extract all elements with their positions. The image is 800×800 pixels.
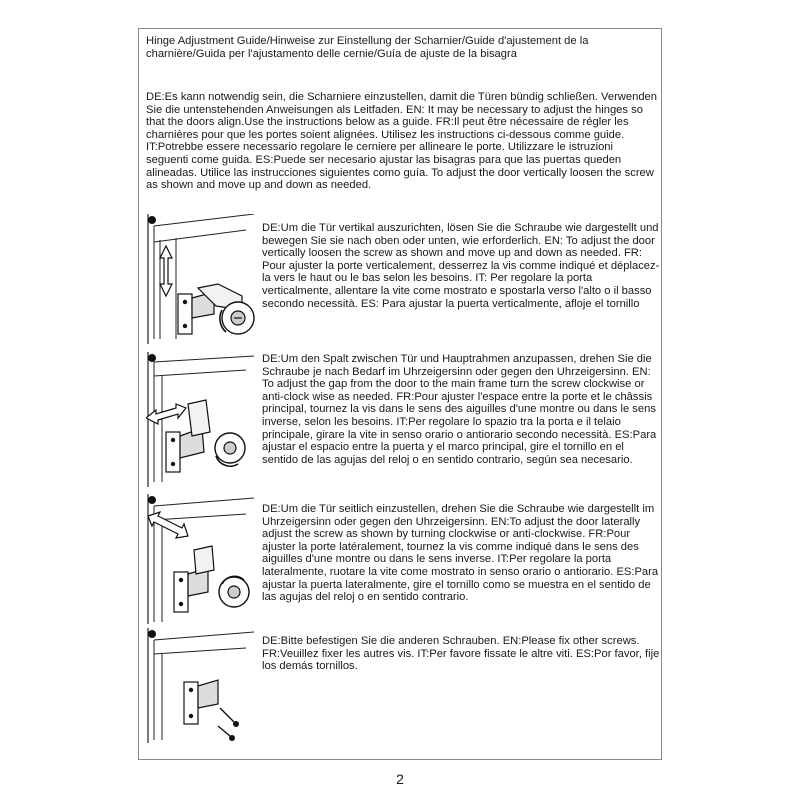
horizontal-arrow-icon xyxy=(146,404,186,424)
step-2-text: DE:Um den Spalt zwischen Tür und Hauptrahmen anzupassen, drehen Sie die Schraube je nach Bedarf im Uhrzeigersinn oder gegen den Uhrzeigersinn. EN: To adjust the gap from the door to the main frame turn the screw clockwise or anti-clock wise as needed. FR:Pour ajuster l'espace entre la porte et le châssis principal, tournez la vis dans le sens des aiguilles d'une montre ou dans le sens inverse, selon les besoins. IT:Per regolare lo spazio tra la porta e il telaio principale, girare la vite in senso orario o antiorario secondo necessità. ES:Para ajustar el espacio entre la puerta y el marco principal, gire el tornillo en el sentido de las agujas del reloj o en sentido contrario, según sea necesario. xyxy=(262,353,657,466)
step-4-text: DE:Bitte befestigen Sie die anderen Schrauben. EN:Please fix other screws. FR:Veuillez fixer les autres vis. IT:Per favore fissate le altre viti. ES:Por favor, fije los demás tornillos. xyxy=(262,635,660,673)
step-3-text: DE:Um die Tür seitlich einzustellen, drehen Sie die Schraube wie dargestellt im Uhrzeigersinn oder gegen den Uhrzeigersinn. EN:To adjust the door laterally adjust the screw as shown by turning clockwise or anti-clockwise. FR:Pour ajuster la porte latéralement, tournez la vis comme indiqué dans le sens des aiguilles d'une montre ou dans le sens inverse. IT:Per regolare la porta lateralmente, ruotare la vite come mostrato in senso orario o antiorario. ES:Para ajustar la puerta lateralmente, gire el tornillo como se muestra en el sentido de las agujas del reloj o en sentido contrario. xyxy=(262,503,659,604)
page-number: 2 xyxy=(396,771,404,787)
screw-closeup-icon xyxy=(219,576,249,607)
vertical-arrow-icon xyxy=(160,246,172,296)
step-3-illustration xyxy=(146,494,256,624)
step-4-illustration xyxy=(146,628,256,743)
step-2-illustration xyxy=(146,352,256,487)
screw-icon xyxy=(218,708,239,741)
screw-closeup-icon xyxy=(215,433,245,466)
step-1-text: DE:Um die Tür vertikal auszurichten, lösen Sie die Schraube wie dargestellt und bewegen Sie sie nach oben oder unten, wie erforderlich. EN: To adjust the door vertically loosen the screw as shown and move up and down as needed. FR: Pour ajuster la porte verticalement, desserrez la vis comme indiqué et déplacez-la vers le haut ou le bas selon les besoins. IT: Per regolare la porta verticalmente, allentare la vite come mostrato e spostarla verso l'alto o il basso secondo necessità. ES: Para ajustar la puerta verticalmente, afloje el tornillo xyxy=(262,222,660,310)
page-title: Hinge Adjustment Guide/Hinweise zur Einstellung der Scharnier/Guide d'ajustement de la charnière/Guida per l'ajustamento delle cernie/Guía de ajuste de la bisagra xyxy=(146,35,589,60)
intro-paragraph: DE:Es kann notwendig sein, die Scharniere einzustellen, damit die Türen bündig schließen. Verwenden Sie die untenstehenden Anweisungen als Leitfaden. EN: It may be necessary to adjust the hinges so that the doors align.Use the instructions below as a guide. FR:Il peut être nécessaire de régler les charnières pour que les portes soient alignées. Utilisez les instructions ci-dessous comme guide. IT:Potrebbe essere necessario regolare le cerniere per allineare le porte. Utilizzare le istruzioni seguenti come guida. ES:Puede ser necesario ajustar las bisagras para que las puertas queden alineadas. Utilice las instrucciones siguientes como guía. To adjust the door vertically loosen the screw as shown and move up and down as needed. xyxy=(146,91,657,192)
step-1-illustration xyxy=(146,214,256,344)
